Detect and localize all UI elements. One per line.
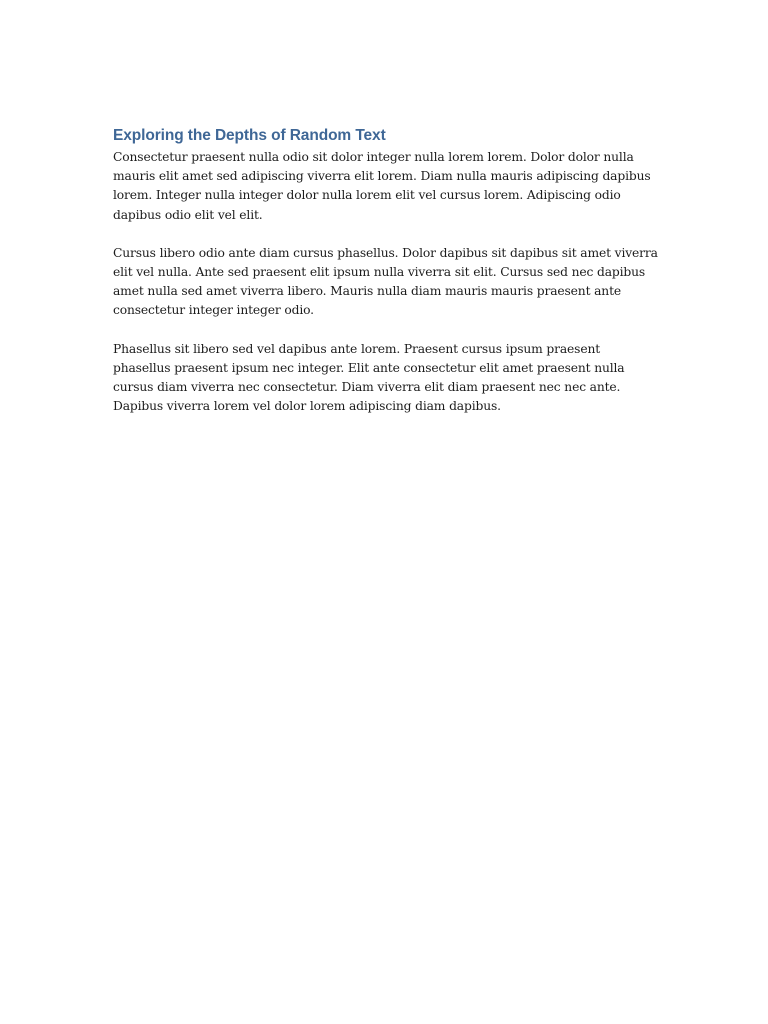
paragraph-1: Consectetur praesent nulla odio sit dolor integer nulla lorem lorem. Dolor dolor nulla mauris elit amet sed adipiscing viverra elit lorem. Diam nulla mauris adipiscing dapibus lorem. Integer nulla integer dolor nulla lorem elit vel cursus lorem. Adipiscing odio dapibus odio elit vel elit. bbox=[113, 150, 651, 222]
document-body bbox=[113, 124, 658, 435]
paragraph-2: Cursus libero odio ante diam cursus phasellus. Dolor dapibus sit dapibus sit amet viverra elit vel nulla. Ante sed praesent elit ipsum nulla viverra sit elit. Cursus sed nec dapibus amet nulla sed amet viverra libero. Mauris nulla diam mauris mauris praesent ante consectetur integer integer odio. bbox=[113, 245, 658, 318]
paragraph-3: Phasellus sit libero sed vel dapibus ante lorem. Praesent cursus ipsum praesent phasellus praesent ipsum nec integer. Elit ante consectetur elit amet praesent nulla cursus diam viverra nec consectetur. Diam viverra elit diam praesent nec nec ante. Dapibus viverra lorem vel dolor lorem adipiscing diam dapibus. bbox=[113, 341, 625, 414]
document-title: Exploring the Depths of Random Text bbox=[113, 127, 386, 144]
